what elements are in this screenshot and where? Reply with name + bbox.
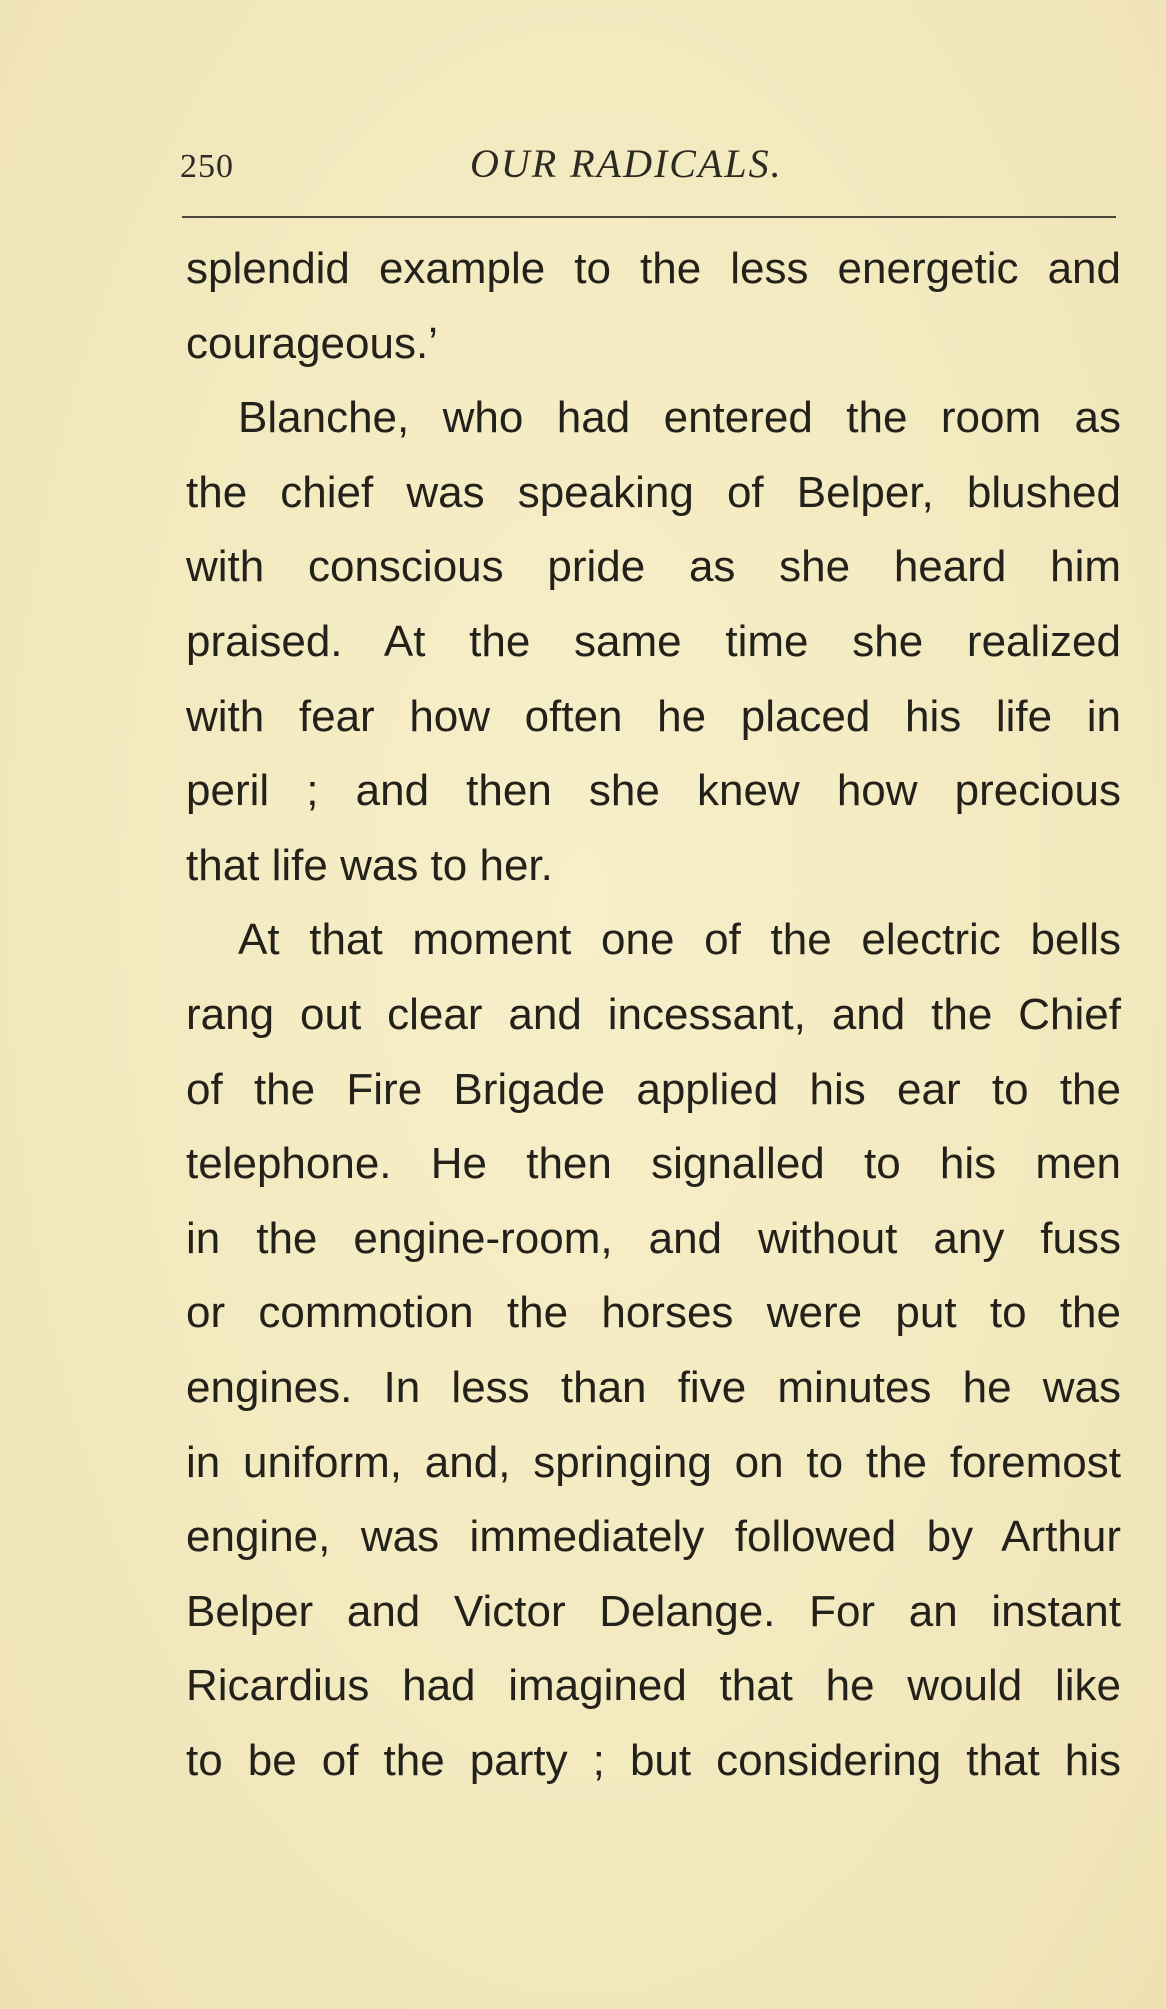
text-line: Ricardius had imagined that he would like	[186, 1661, 1121, 1711]
page-number: 250	[180, 148, 234, 185]
text-line: Belper and Victor Delange. For an instant	[186, 1586, 1121, 1636]
text-line: in the engine-room, and without any fuss	[186, 1213, 1121, 1263]
text-line: praised. At the same time she realized	[186, 616, 1121, 666]
text-line: rang out clear and incessant, and the Chief	[186, 989, 1121, 1039]
running-head: OUR RADICALS.	[470, 141, 783, 186]
text-line: that life was to her.	[186, 840, 553, 890]
text-line: to be of the party ; but considering that his	[186, 1735, 1121, 1785]
text-line: engine, was immediately followed by Arthur	[186, 1512, 1121, 1562]
text-line: telephone. He then signalled to his men	[186, 1139, 1121, 1189]
text-line: courageous.’	[186, 318, 438, 368]
text-line: with fear how often he placed his life in	[186, 691, 1121, 741]
text-line: of the Fire Brigade applied his ear to the	[186, 1064, 1121, 1114]
text-line: in uniform, and, springing on to the foremost	[186, 1437, 1121, 1487]
header-rule	[182, 216, 1116, 218]
text-line: with conscious pride as she heard him	[186, 542, 1121, 592]
text-line: At that moment one of the electric bells	[238, 915, 1121, 965]
text-line: the chief was speaking of Belper, blushed	[186, 467, 1121, 517]
body-text	[186, 232, 1121, 1798]
text-line: engines. In less than five minutes he was	[186, 1362, 1121, 1412]
text-line: Blanche, who had entered the room as	[238, 393, 1121, 443]
text-line: or commotion the horses were put to the	[186, 1288, 1121, 1338]
text-line: splendid example to the less energetic and	[186, 244, 1121, 293]
text-line: peril ; and then she knew how precious	[186, 766, 1121, 816]
